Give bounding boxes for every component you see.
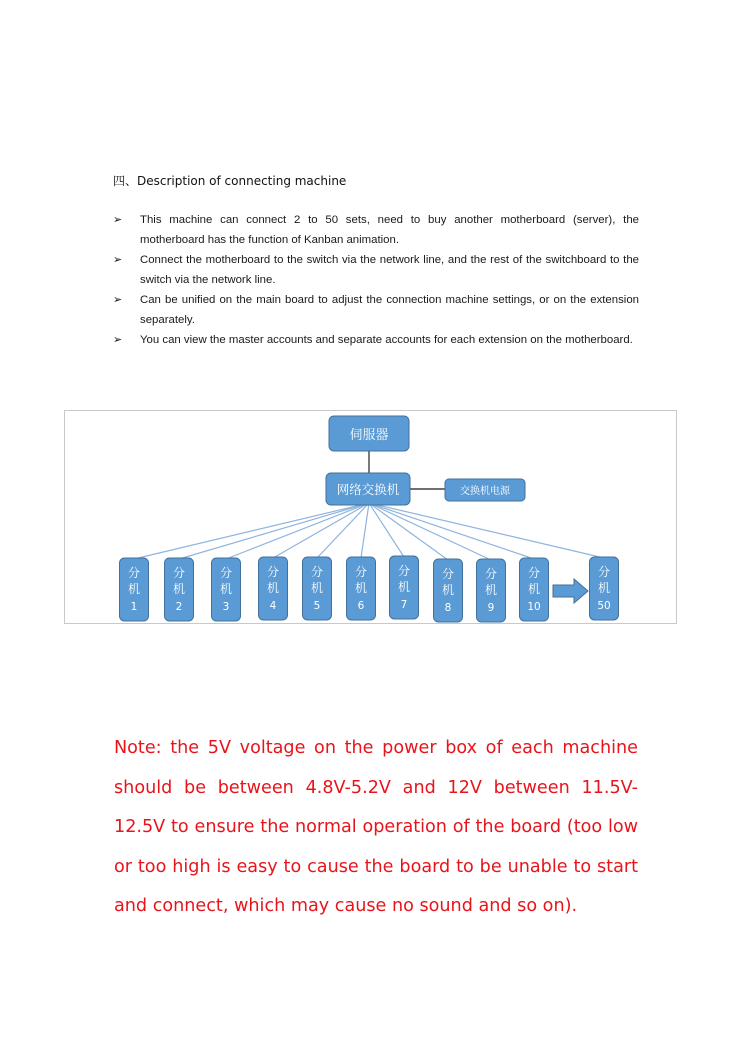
network-line: [179, 503, 369, 559]
arrow-bullet-icon: ➢: [113, 253, 123, 266]
extension-char-fen: 分: [266, 565, 280, 579]
extension-char-fen: 分: [219, 566, 233, 580]
extension-number: 6: [357, 600, 365, 612]
extension-char-ji: 机: [266, 581, 280, 595]
switch-label: 网络交换机: [336, 482, 400, 497]
extension-char-ji: 机: [310, 581, 324, 595]
extension-number: 7: [400, 599, 408, 611]
voltage-note: Note: the 5V voltage on the power box of each machine should be between 4.8V-5.2V and 12V between 11.5V-12.5V to ensure the normal operation of the board (too low or too high is easy to cause the board to be unable to start and connect, which may cause no sound and so on).: [114, 738, 638, 916]
section-heading: 四、Description of connecting machine: [113, 174, 347, 188]
extension-char-fen: 分: [354, 565, 368, 579]
extension-char-ji: 机: [597, 581, 611, 595]
bullet-text: This machine can connect 2 to 50 sets, need to buy another motherboard (server), the motherboard has the function of Kanban animation.: [140, 214, 639, 246]
extension-char-ji: 机: [397, 580, 411, 594]
bullet-item: [113, 250, 639, 290]
network-line: [369, 503, 534, 559]
right-arrow-icon: [553, 579, 588, 603]
extension-number: 3: [222, 601, 230, 613]
bullet-item: [113, 290, 639, 330]
extension-char-ji: 机: [127, 582, 141, 596]
extension-char-ji: 机: [172, 582, 186, 596]
extension-char-fen: 分: [484, 567, 498, 581]
extension-number: 50: [597, 600, 611, 612]
extension-char-ji: 机: [527, 582, 541, 596]
network-topology-diagram: [64, 410, 677, 624]
extension-char-ji: 机: [484, 583, 498, 597]
network-line: [361, 503, 369, 558]
extension-number: 9: [487, 602, 495, 614]
bullet-text: You can view the master accounts and separate accounts for each extension on the motherboard.: [140, 334, 633, 346]
arrow-bullet-icon: ➢: [113, 213, 123, 226]
extension-number: 4: [269, 600, 277, 612]
network-line: [273, 503, 369, 558]
extension-number: 2: [175, 601, 183, 613]
extension-number: 8: [444, 602, 452, 614]
network-line: [226, 503, 369, 559]
arrow-bullet-icon: ➢: [113, 293, 123, 306]
extension-char-ji: 机: [219, 582, 233, 596]
extension-char-fen: 分: [172, 566, 186, 580]
extension-char-fen: 分: [527, 566, 541, 580]
power-label: 交换机电源: [460, 486, 510, 497]
extension-char-fen: 分: [310, 565, 324, 579]
extension-char-fen: 分: [127, 566, 141, 580]
extension-number: 10: [527, 601, 541, 613]
network-line: [134, 503, 369, 559]
extension-number: 5: [313, 600, 321, 612]
extension-char-fen: 分: [597, 565, 611, 579]
bullet-text: Can be unified on the main board to adjust the connection machine settings, or on the extension separately.: [140, 294, 639, 326]
network-line: [369, 503, 604, 558]
extension-number: 1: [130, 601, 138, 613]
extension-char-fen: 分: [441, 567, 455, 581]
arrow-bullet-icon: ➢: [113, 333, 123, 346]
extension-char-ji: 机: [441, 583, 455, 597]
extension-char-ji: 机: [354, 581, 368, 595]
bullet-item: [113, 210, 639, 250]
bullet-item: [113, 330, 639, 350]
extension-char-fen: 分: [397, 564, 411, 578]
bullet-list: [113, 210, 639, 350]
server-label: 伺服器: [349, 428, 389, 443]
bullet-text: Connect the motherboard to the switch via the network line, and the rest of the switchboard to the switch via the network line.: [140, 254, 639, 286]
network-line: [369, 503, 448, 560]
